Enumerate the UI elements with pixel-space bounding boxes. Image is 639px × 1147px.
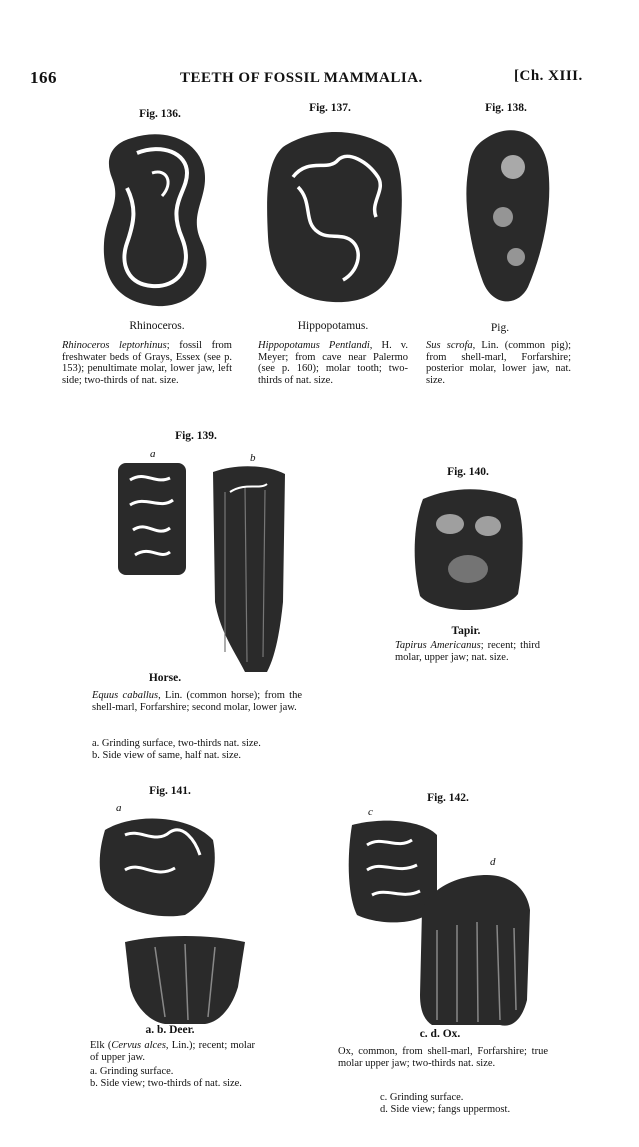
fig-137-label: Fig. 137. <box>309 102 351 114</box>
fig-141-species: Cervus alces <box>111 1040 166 1051</box>
fig-139-note-b: b. Side view of same, half nat. size. <box>92 750 241 761</box>
hippopotamus-tooth-illustration <box>258 122 408 312</box>
fig-142-part-d: d <box>490 856 496 868</box>
fig-141-species-prefix: Elk ( <box>90 1040 112 1051</box>
fig-137-name: Hippopotamus. <box>297 320 369 332</box>
elk-side-view-illustration <box>120 932 250 1027</box>
rhinoceros-tooth-illustration <box>92 128 222 313</box>
ox-side-view-illustration <box>412 870 532 1030</box>
fig-139-label: Fig. 139. <box>175 430 217 442</box>
fig-142-note-c: c. Grinding surface. <box>380 1092 464 1103</box>
fig-142-label: Fig. 142. <box>427 792 469 804</box>
fig-139-part-b: b <box>250 452 256 464</box>
fig-140-caption-text: ; recent; third molar, upper jaw; nat. size. <box>395 640 540 663</box>
page-number: 166 <box>30 68 57 87</box>
fig-137-caption <box>258 340 408 386</box>
fig-140-label: Fig. 140. <box>447 466 489 478</box>
fig-140-caption <box>395 640 540 663</box>
fig-141-part-a: a <box>116 802 122 814</box>
fig-137-caption-text: , H. v. Meyer; from cave near Palermo (see p. 160); molar tooth; two-thirds of nat. size. <box>258 340 408 386</box>
fig-141-caption <box>90 1040 255 1063</box>
fig-140-name: Tapir. <box>451 625 481 637</box>
fig-138-label: Fig. 138. <box>485 102 527 114</box>
pig-tooth-illustration <box>458 122 558 312</box>
fig-141-caption-text: , Lin.); recent; molar of upper jaw. <box>90 1040 255 1063</box>
fig-138-caption-text: , Lin. (common pig); from shell-marl, Forfarshire; posterior molar, lower jaw, nat. size. <box>426 340 571 386</box>
fig-138-species: Sus scrofa <box>426 340 473 351</box>
fig-139-name: Horse. <box>148 672 182 684</box>
fig-136-species: Rhinoceros leptorhinus <box>62 340 167 351</box>
fig-139-part-a: a <box>150 448 156 460</box>
fig-141-name: a. b. Deer. <box>145 1024 195 1036</box>
horse-grinding-surface-illustration <box>115 460 190 580</box>
running-title: TEETH OF FOSSIL MAMMALIA. <box>180 70 423 86</box>
fig-138-name: Pig. <box>490 322 510 334</box>
fig-141-note-b: b. Side view; two-thirds of nat. size. <box>90 1078 242 1089</box>
fig-142-caption: Ox, common, from shell-marl, Forfarshire; true molar upper jaw; two-thirds nat. size. <box>338 1046 548 1069</box>
fig-140-species: Tapirus Americanus <box>395 640 481 651</box>
fig-141-note-a: a. Grinding surface. <box>90 1066 174 1077</box>
fig-142-part-c: c <box>368 806 373 818</box>
fig-139-caption-text: , Lin. (common horse); from the shell-marl, Forfarshire; second molar, lower jaw. <box>92 690 302 713</box>
fig-136-caption <box>62 340 232 386</box>
fig-139-species: Equus caballus <box>92 690 159 701</box>
fig-136-label: Fig. 136. <box>139 108 181 120</box>
horse-side-view-illustration <box>205 462 290 677</box>
fig-142-note-d: d. Side view; fangs uppermost. <box>380 1104 511 1115</box>
tapir-tooth-illustration <box>408 484 528 619</box>
fig-142-name: c. d. Ox. <box>419 1028 461 1040</box>
elk-grinding-surface-illustration <box>95 810 220 920</box>
fig-139-caption <box>92 690 302 713</box>
fig-137-species: Hippopotamus Pentlandi <box>258 340 370 351</box>
fig-136-caption-text: ; fossil from freshwater beds of Grays, Essex (see p. 153); penultimate molar, lower jaw, left side; two-thirds of nat. size. <box>62 340 232 386</box>
chapter-label: [Ch. XIII. <box>514 68 583 84</box>
fig-141-label: Fig. 141. <box>149 785 191 797</box>
fig-136-name: Rhinoceros. <box>129 320 185 332</box>
fig-139-note-a: a. Grinding surface, two-thirds nat. size. <box>92 738 261 749</box>
fig-138-caption <box>426 340 571 386</box>
